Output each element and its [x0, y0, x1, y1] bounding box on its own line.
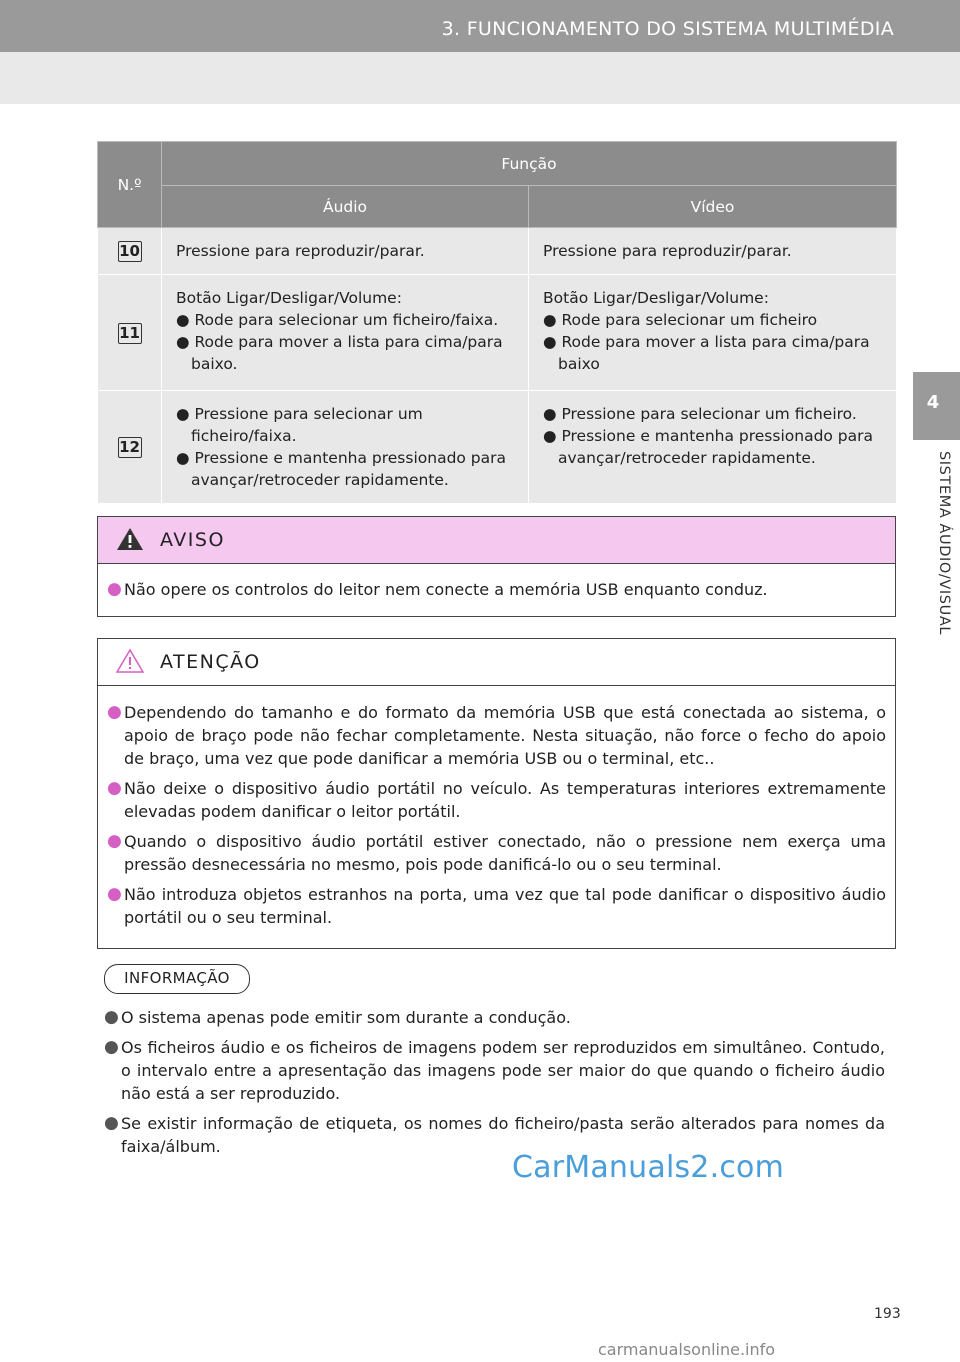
- bullet-icon: ●: [107, 702, 122, 722]
- list-item: ● O sistema apenas pode emitir som durante a condução.: [104, 1007, 571, 1027]
- row-video-cell: [529, 228, 897, 275]
- atencao-body: [98, 686, 895, 948]
- aviso-body: [98, 564, 895, 616]
- row-video-cell: [529, 275, 897, 391]
- list-item: ● Não deixe o dispositivo áudio portátil no veículo. As temperaturas interiores extremamente elevadas podem danificar o leitor portátil.: [107, 778, 886, 821]
- bullet-icon: ●: [107, 778, 122, 798]
- function-table: [97, 141, 897, 504]
- cell-bullet: ● Pressione para selecionar um ficheiro/faixa.: [176, 405, 423, 445]
- table-row: [98, 228, 897, 275]
- aviso-header: [98, 517, 895, 564]
- watermark: CarManuals2.com: [512, 1150, 785, 1185]
- aviso-box: [97, 516, 896, 617]
- cell-text: Pressione para reproduzir/parar.: [176, 242, 425, 260]
- list-item: ● Não opere os controlos do leitor nem conecte a memória USB enquanto conduz.: [107, 579, 768, 599]
- row-audio-cell: [162, 228, 529, 275]
- page-number: 193: [874, 1306, 901, 1322]
- col-header-audio: Áudio: [162, 186, 529, 228]
- informacao-body: [104, 1006, 885, 1165]
- list-item: ● Se existir informação de etiqueta, os nomes do ficheiro/pasta serão alterados para nomes da faixa/álbum.: [104, 1113, 885, 1156]
- bullet-icon: ●: [104, 1007, 119, 1027]
- col-header-function: Função: [162, 142, 897, 186]
- cell-bullet: ● Rode para selecionar um ficheiro/faixa.: [176, 311, 499, 329]
- page-header: [0, 0, 960, 104]
- atencao-header: [98, 639, 895, 686]
- list-item: ● Quando o dispositivo áudio portátil estiver conectado, não o pressione nem exerça uma pressão desnecessária no mesmo, pois pode danificá-lo ou o seu terminal.: [107, 831, 886, 874]
- row-number-badge: 12: [119, 438, 140, 456]
- row-video-cell: [529, 391, 897, 504]
- cell-bullet: ● Pressione e mantenha pressionado para avançar/retroceder rapidamente.: [176, 449, 507, 489]
- row-number-badge: 10: [119, 242, 140, 260]
- bullet-icon: ●: [107, 831, 122, 851]
- row-audio-cell: [162, 391, 529, 504]
- warning-triangle-icon: [116, 526, 144, 552]
- atencao-title: ATENÇÃO: [160, 651, 261, 673]
- col-header-number: N.º: [98, 142, 162, 228]
- bullet-icon: ●: [107, 579, 122, 599]
- bullet-icon: ●: [104, 1113, 119, 1133]
- cell-intro: Botão Ligar/Desligar/Volume:: [543, 289, 769, 307]
- table-row: [98, 391, 897, 504]
- table-row: [98, 275, 897, 391]
- caution-triangle-icon: [116, 648, 144, 674]
- footer-watermark: carmanualsonline.info: [598, 1340, 776, 1359]
- list-item: ● Os ficheiros áudio e os ficheiros de imagens podem ser reproduzidos em simultâneo. Contudo, o intervalo entre a apresentação das imagens pode ser maior do que quando o ficheiro áudio não está a ser reproduzido.: [104, 1037, 885, 1103]
- bullet-icon: ●: [107, 884, 122, 904]
- section-title: 3. FUNCIONAMENTO DO SISTEMA MULTIMÉDIA: [441, 18, 894, 40]
- list-item: ● Não introduza objetos estranhos na porta, uma vez que tal pode danificar o dispositivo áudio portátil ou o seu terminal.: [107, 884, 886, 927]
- col-header-video: Vídeo: [529, 186, 897, 228]
- cell-bullet: ● Rode para selecionar um ficheiro: [543, 311, 818, 329]
- cell-intro: Botão Ligar/Desligar/Volume:: [176, 289, 402, 307]
- cell-bullet: ● Pressione e mantenha pressionado para avançar/retroceder rapidamente.: [543, 427, 874, 467]
- informacao-label: INFORMAÇÃO: [104, 964, 250, 994]
- chapter-number: 4: [926, 392, 940, 413]
- aviso-title: AVISO: [160, 529, 225, 551]
- atencao-box: [97, 638, 896, 949]
- list-item: ● Dependendo do tamanho e do formato da memória USB que está conectada ao sistema, o apoio de braço pode não fechar completamente. Nesta situação, não force o fecho do apoio de braço, uma vez que pode danificar a memória USB ou o terminal, etc..: [107, 702, 886, 768]
- row-number-badge: 11: [119, 323, 140, 342]
- row-audio-cell: [162, 275, 529, 391]
- cell-bullet: ● Rode para mover a lista para cima/para baixo: [543, 333, 870, 373]
- bullet-icon: ●: [104, 1037, 119, 1057]
- cell-bullet: ● Pressione para selecionar um ficheiro.: [543, 405, 857, 423]
- cell-text: Pressione para reproduzir/parar.: [543, 242, 792, 260]
- chapter-label: SISTEMA ÁUDIO/VISUAL: [936, 451, 952, 636]
- cell-bullet: ● Rode para mover a lista para cima/para baixo.: [176, 333, 503, 373]
